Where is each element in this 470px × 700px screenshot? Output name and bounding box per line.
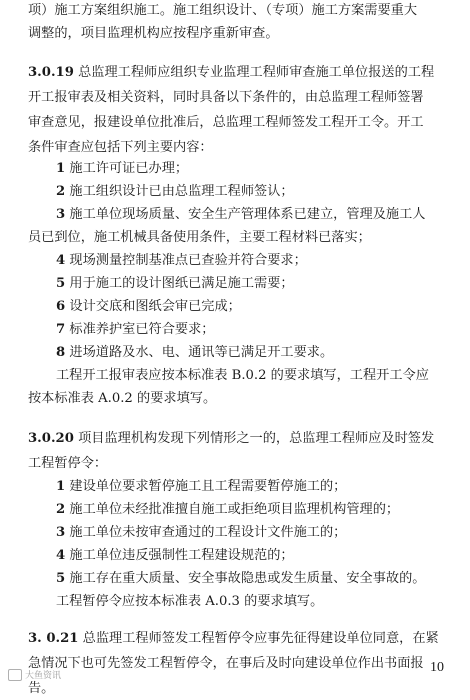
list-item: 4 现场测量控制基准点已查验并符合要求； xyxy=(56,253,307,268)
text-line: 审查意见，报建设单位批准后，总监理工程师签发工程开工令。开工 xyxy=(28,115,424,130)
text-line: 开工报审表及相关资料，同时具备以下条件的，由总监理工程师签署 xyxy=(28,90,424,105)
clause-number: 3. 0.21 xyxy=(28,631,79,646)
clause-3-0-21: 3. 0.21 总监理工程师签发工程暂停令应事先征得建设单位同意，在紧 xyxy=(28,631,439,646)
page-number: 10 xyxy=(430,660,444,675)
list-item: 3 施工单位现场质量、安全生产管理体系已建立，管理及施工人 xyxy=(56,207,426,222)
list-item: 4 施工单位违反强制性工程建设规范的； xyxy=(56,548,294,563)
clause-3-0-20: 3.0.20 项目监理机构发现下列情形之一的，总监理工程师应及时签发 xyxy=(28,431,435,446)
list-item: 2 施工单位未经批准擅自施工或拒绝项目监理机构管理的； xyxy=(56,502,400,517)
text-line: 员已到位，施工机械具备使用条件，主要工程材料已落实； xyxy=(28,230,371,245)
watermark: 大鱼资讯 xyxy=(8,668,61,681)
text-line: 告。 xyxy=(28,681,55,696)
text-line: 调整的，项目监理机构应按程序重新审查。 xyxy=(28,26,279,41)
clause-3-0-19: 3.0.19 总监理工程师应组织专业监理工程师审查施工单位报送的工程 xyxy=(28,65,435,80)
list-item: 7 标准养护室已符合要求； xyxy=(56,322,215,337)
text-line: 条件审查应包括下列主要内容： xyxy=(28,140,213,155)
text-line: 工程暂停令应按本标准表 A.0.3 的要求填写。 xyxy=(56,594,324,609)
clause-number: 3.0.20 xyxy=(28,431,74,446)
watermark-logo-icon xyxy=(8,669,22,681)
text-line: 项）施工方案组织施工。施工组织设计、（专项）施工方案需要重大 xyxy=(28,3,418,18)
list-item: 3 施工单位未按审查通过的工程设计文件施工的； xyxy=(56,525,347,540)
list-item: 5 用于施工的设计图纸已满足施工需要； xyxy=(56,276,294,291)
list-item: 5 施工存在重大质量、安全事故隐患或发生质量、安全事故的。 xyxy=(56,571,426,586)
text-line: 按本标准表 A.0.2 的要求填写。 xyxy=(28,391,217,406)
text-line: 工程暂停令： xyxy=(28,456,108,471)
list-item: 1 施工许可证已办理； xyxy=(56,161,189,176)
list-item: 2 施工组织设计已由总监理工程师签认； xyxy=(56,184,294,199)
text-line: 工程开工报审表应按本标准表 B.0.2 的要求填写，工程开工令应 xyxy=(56,368,429,383)
list-item: 6 设计交底和图纸会审已完成； xyxy=(56,299,241,314)
text-line: 急情况下也可先签发工程暂停令，在事后及时向建设单位作出书面报 xyxy=(28,656,424,671)
list-item: 8 进场道路及水、电、通讯等已满足开工要求。 xyxy=(56,345,334,360)
clause-number: 3.0.19 xyxy=(28,65,74,80)
list-item: 1 建设单位要求暂停施工且工程需要暂停施工的； xyxy=(56,479,347,494)
